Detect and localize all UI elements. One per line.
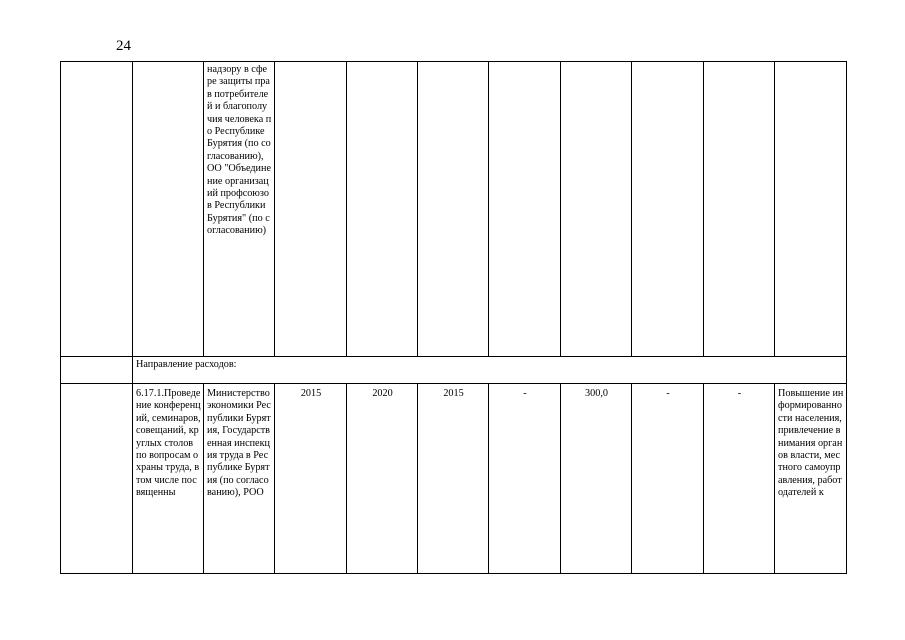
table-row — [61, 62, 847, 357]
table-cell — [61, 384, 133, 574]
start-year-cell: 2015 — [275, 384, 347, 574]
value-cell: - — [704, 384, 775, 574]
table-cell — [61, 62, 133, 357]
program-table — [60, 61, 847, 574]
table-cell — [704, 62, 775, 357]
table-cell — [133, 62, 204, 357]
table-cell — [561, 62, 632, 357]
year-cell: 2015 — [418, 384, 489, 574]
result-cell: Повышение информированности населения, привлечение внимания органов власти, местного самоуправления, работодателей к — [775, 384, 847, 574]
table-cell — [347, 62, 418, 357]
table-cell — [418, 62, 489, 357]
table-cell — [275, 62, 347, 357]
table-row — [61, 384, 847, 574]
table-cell — [61, 357, 133, 384]
value-cell: - — [489, 384, 561, 574]
executors-cell: Министерство экономики Республики Бурятия, Государственная инспекция труда в Республике Бурятия (по согласованию), РОО — [204, 384, 275, 574]
value-cell: - — [632, 384, 704, 574]
table-row — [61, 357, 847, 384]
amount-cell: 300,0 — [561, 384, 632, 574]
direction-cell: Направление расходов: — [133, 357, 847, 384]
page-number: 24 — [116, 38, 131, 54]
table-cell — [489, 62, 561, 357]
executors-cell: надзору в сфере защиты прав потребителей и благополучия человека по Республике Бурятия (по согласованию), ОО "Объединение организаций профсоюзов Республики Бурятия" (по согласованию) — [204, 62, 275, 357]
event-cell: 6.17.1.Проведение конференций, семинаров, совещаний, круглых столов по вопросам охраны труда, в том числе посвященны — [133, 384, 204, 574]
table-cell — [775, 62, 847, 357]
table-cell — [632, 62, 704, 357]
end-year-cell: 2020 — [347, 384, 418, 574]
